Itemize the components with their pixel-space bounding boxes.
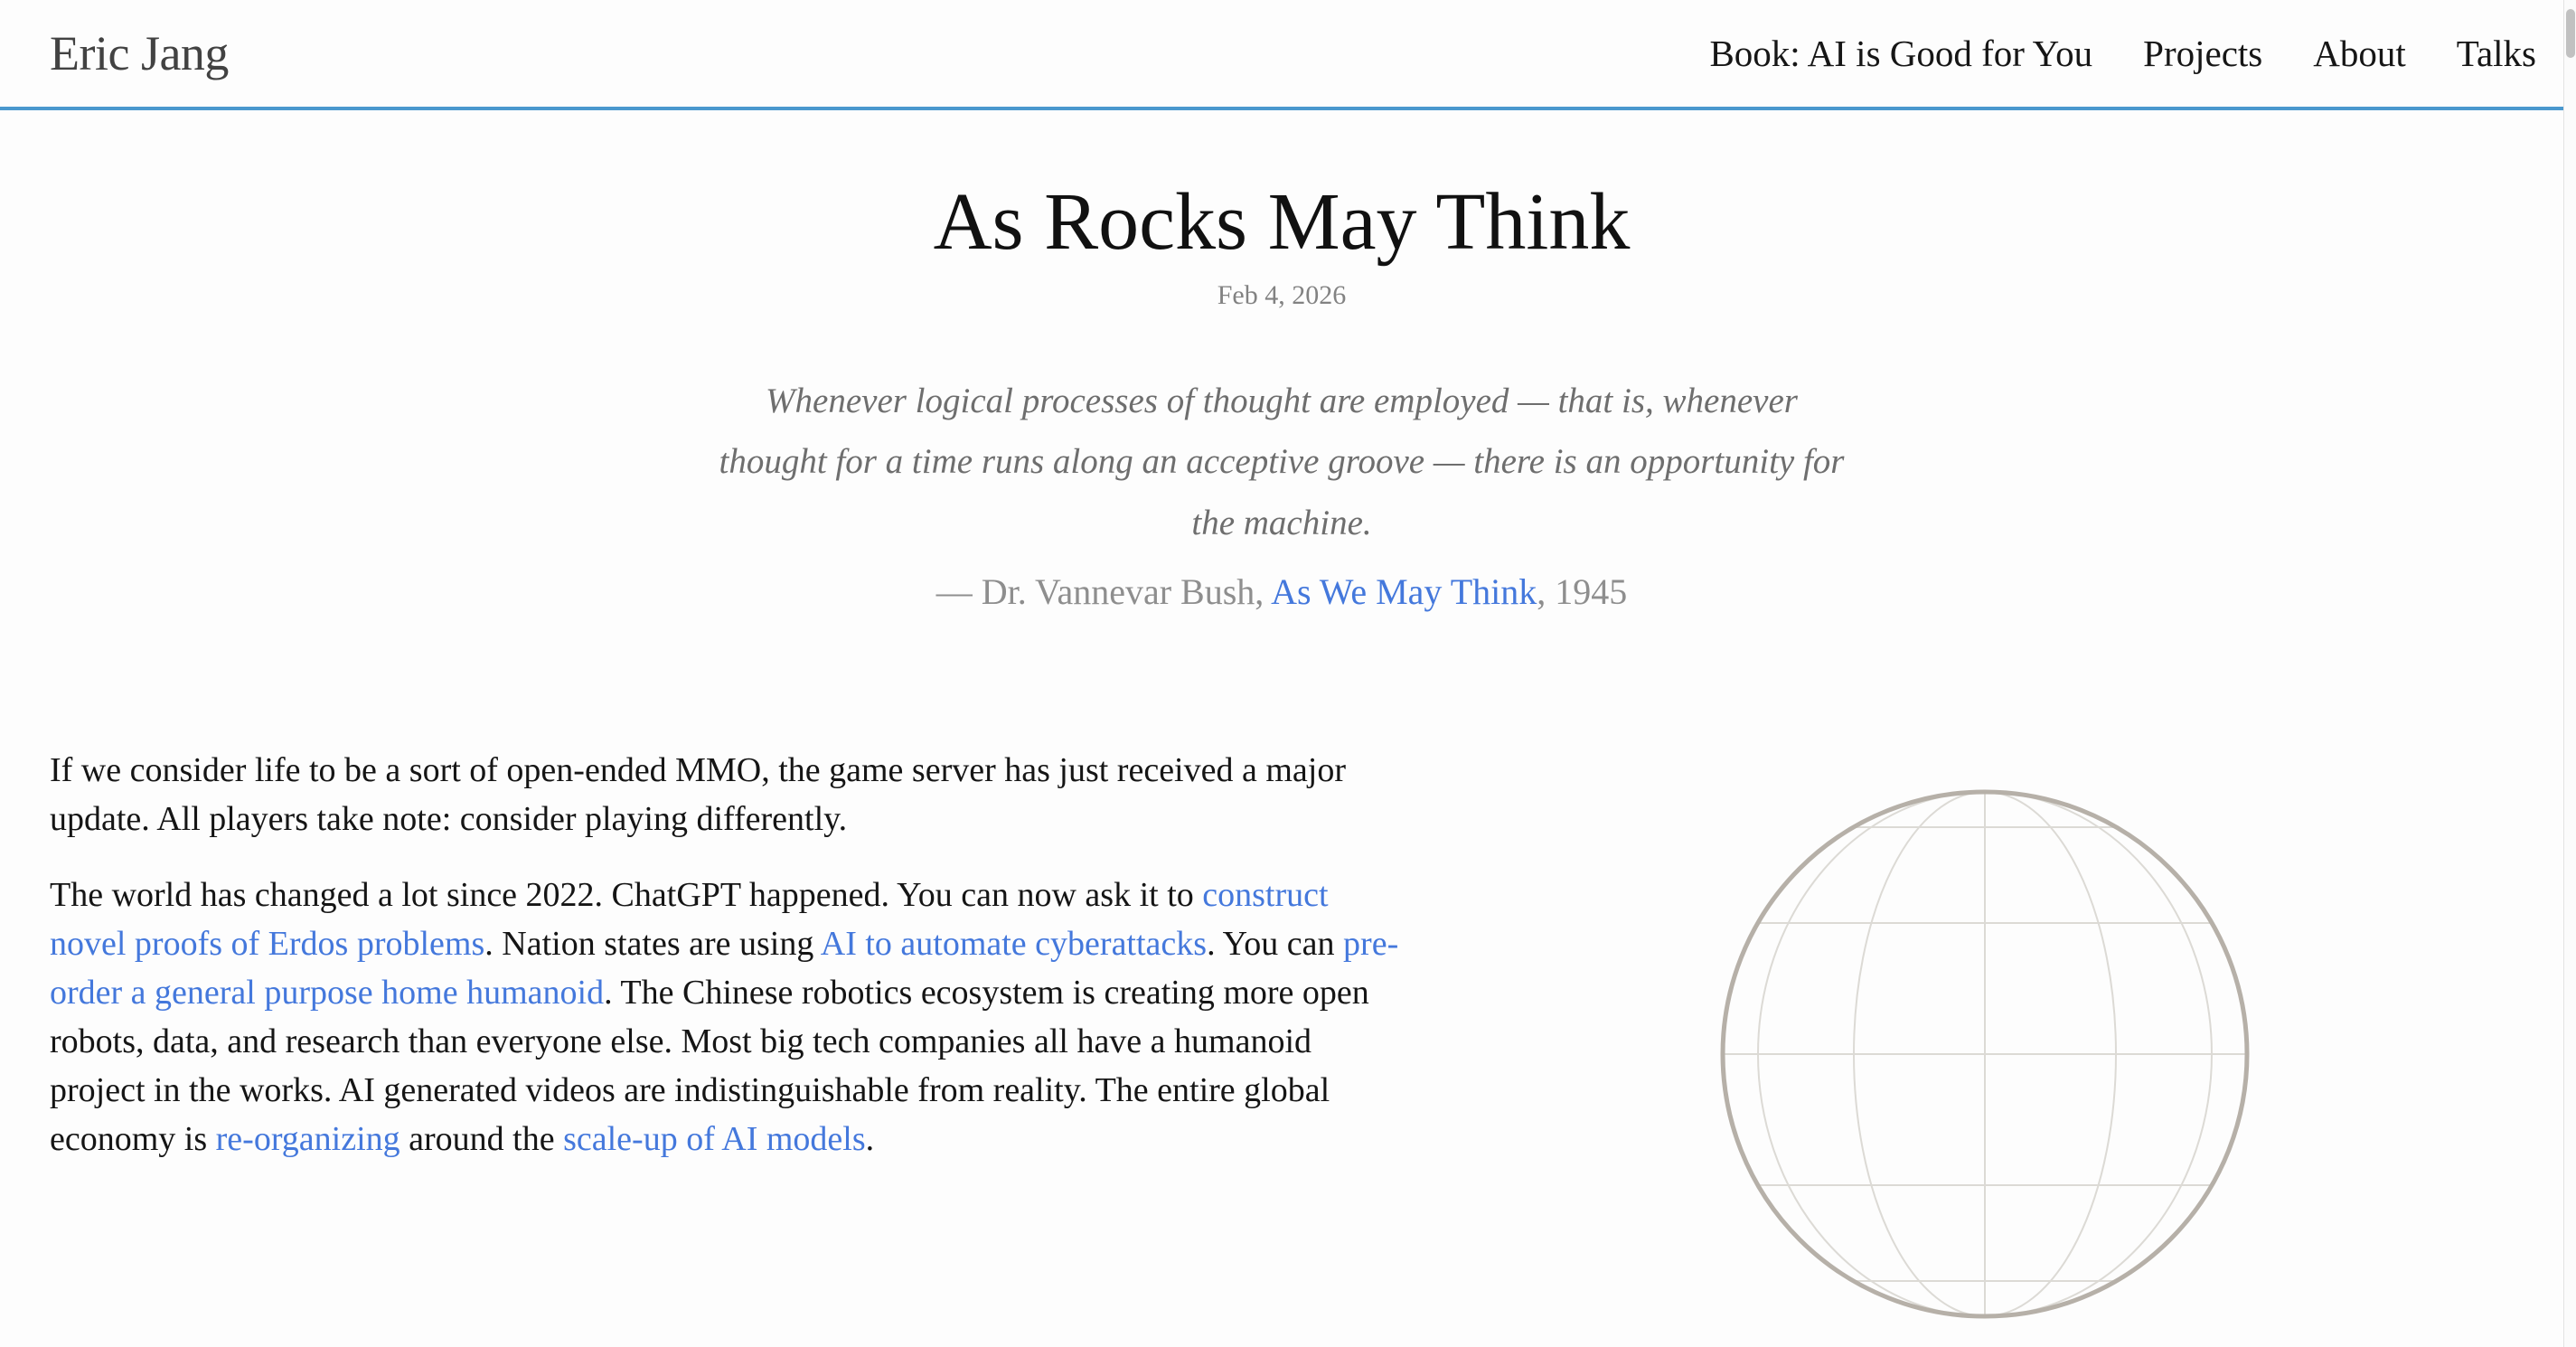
post-title: As Rocks May Think <box>933 177 1631 267</box>
nav-link-talks[interactable]: Talks <box>2456 33 2536 74</box>
text-run: . <box>865 1119 875 1158</box>
inline-link[interactable]: AI to automate cyberattacks <box>820 924 1208 963</box>
text-run: The world has changed a lot since 2022. ChatGPT happened. You can now ask it to <box>50 875 1203 914</box>
site-title-link[interactable]: Eric Jang <box>50 26 229 80</box>
attribution-link[interactable]: As We May Think <box>1271 571 1537 613</box>
article-body <box>0 747 2563 1325</box>
text-run: . You can <box>1207 924 1344 963</box>
inline-link[interactable]: re-organizing <box>215 1119 400 1158</box>
site-nav <box>1709 32 2536 75</box>
text-run: around the <box>400 1119 564 1158</box>
epigraph-quote: Whenever logical processes of thought are employed — that is, whenever thought for a time runs along an acceptive groove — there is an opportunity for the machine. <box>719 381 1845 543</box>
quote-attribution <box>0 570 2563 613</box>
globe-wireframe-icon <box>1714 783 2256 1325</box>
nav-link-book[interactable]: Book: AI is Good for You <box>1709 33 2093 74</box>
post-date: Feb 4, 2026 <box>1217 279 1347 310</box>
text-run: . The Chinese robotics ecosystem is creating more open robots, data, and research than everyone else. Most big tech companies all have a humanoid project in the works. AI generated videos are indistinguishable from reality. The entire global economy is <box>50 973 1369 1158</box>
attribution-suffix: , 1945 <box>1537 571 1628 613</box>
inline-link[interactable]: construct novel proofs of Erdos problems <box>50 875 1329 963</box>
text-run: If we consider life to be a sort of open-ended MMO, the game server has just received a major update. All players take note: consider playing differently. <box>50 751 1346 839</box>
inline-link[interactable]: scale-up of AI models <box>563 1119 866 1158</box>
scrollbar-thumb[interactable] <box>2566 9 2575 58</box>
post-paragraph <box>50 747 1406 844</box>
post-paragraph <box>50 871 1406 1164</box>
site-header <box>0 0 2563 110</box>
nav-link-about[interactable]: About <box>2313 33 2406 74</box>
scrollbar[interactable] <box>2563 0 2576 1347</box>
attribution-prefix: — Dr. Vannevar Bush, <box>935 571 1272 613</box>
post-main <box>0 175 2563 1325</box>
article-text-column <box>50 747 1406 1164</box>
inline-link[interactable]: pre-order a general purpose home humanoid <box>50 924 1399 1012</box>
text-run: . Nation states are using <box>484 924 821 963</box>
nav-link-projects[interactable]: Projects <box>2143 33 2263 74</box>
article-figure <box>1406 747 2563 1325</box>
